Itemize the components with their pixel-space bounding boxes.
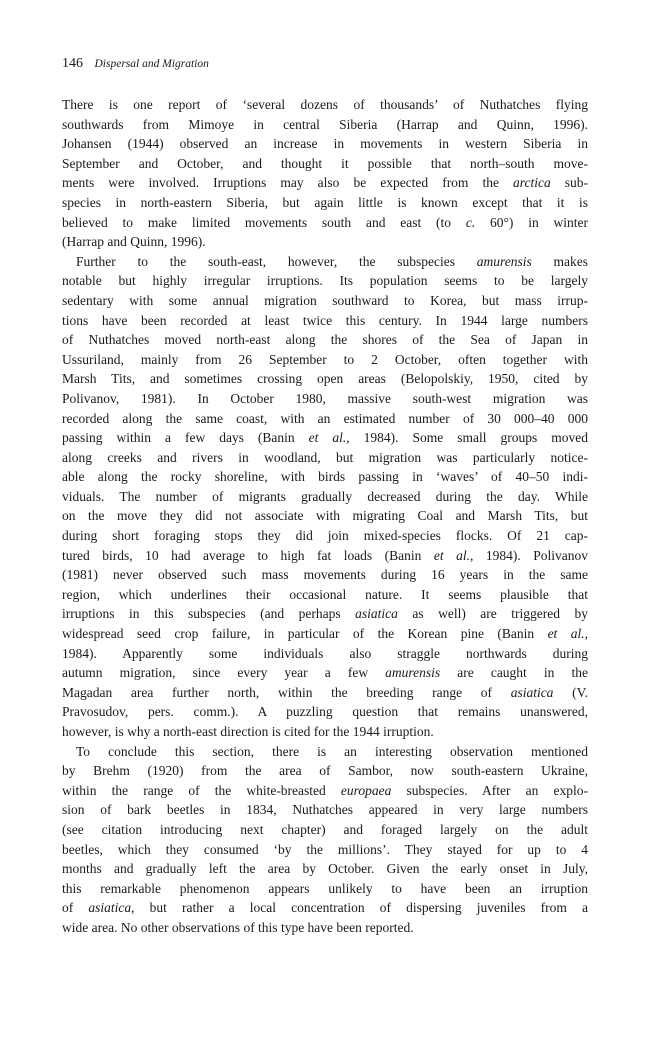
text-line: widespread seed crop failure, in particular of the Korean pine (Banin et al., — [62, 626, 588, 642]
text-line: To conclude this section, there is an interesting observation mentioned — [76, 743, 588, 759]
text-line: Pravosudov, pers. comm.). A puzzling question that remains unanswered, — [62, 704, 588, 720]
text-line: on the move they did not associate with migrating Coal and Marsh Tits, but — [62, 508, 588, 524]
text-line: during short foraging stops they did join mixed-species flocks. Of 21 cap- — [62, 528, 588, 544]
paragraph — [62, 95, 588, 252]
text-line: tured birds, 10 had average to high fat loads (Banin et al., 1984). Polivanov — [62, 547, 588, 563]
running-title: Dispersal and Migration — [94, 58, 209, 70]
text-line: autumn migration, since every year a few amurensis are caught in the — [62, 665, 588, 681]
text-line: believed to make limited movements south and east (to c. 60°) in winter — [62, 214, 588, 230]
text-line: Ussuriland, mainly from 26 September to 2 October, often together with — [62, 351, 588, 367]
text-line: this remarkable phenomenon appears unlikely to have been an irruption — [62, 880, 588, 896]
text-line: sion of bark beetles in 1834, Nuthatches appeared in very large numbers — [62, 802, 588, 818]
text-line: Johansen (1944) observed an increase in movements in western Siberia in — [62, 136, 588, 152]
text-line: Polivanov, 1981). In October 1980, massive south-west migration was — [62, 390, 588, 406]
text-line: Further to the south-east, however, the subspecies amurensis makes — [76, 253, 588, 269]
text-line: viduals. The number of migrants gradually decreased during the day. While — [62, 488, 588, 504]
text-line: within the range of the white-breasted europaea subspecies. After an explo- — [62, 782, 588, 798]
text-line: (see citation introducing next chapter) and foraged largely on the adult — [62, 821, 588, 837]
text-line: (1981) never observed such mass movements during 16 years in the same — [62, 567, 588, 583]
page-number: 146 — [62, 56, 83, 71]
text-line: There is one report of ‘several dozens of thousands’ of Nuthatches flying — [62, 97, 588, 112]
text-line: months and gradually left the area by October. Given the early onset in July, — [62, 861, 588, 877]
text-line: irruptions in this subspecies (and perhaps asiatica as well) are triggered by — [62, 606, 588, 622]
paragraph — [62, 252, 588, 742]
text-line: of asiatica, but rather a local concentration of dispersing juveniles from a — [62, 900, 589, 916]
text-line: by Brehm (1920) from the area of Sambor, now south-eastern Ukraine, — [62, 763, 588, 779]
text-line: species in north-eastern Siberia, but again little is known except that it is — [62, 194, 588, 210]
text-line: sedentary with some annual migration southward to Korea, but mass irrup- — [62, 292, 588, 308]
text-line: ments were involved. Irruptions may also be expected from the arctica sub- — [62, 175, 589, 191]
text-line: tions have been recorded at least twice this century. In 1944 large numbers — [62, 312, 588, 328]
text-line: along creeks and rivers in woodland, but migration was particularly notice- — [62, 449, 588, 465]
text-line: beetles, which they consumed ‘by the millions’. They stayed for up to 4 — [62, 841, 588, 857]
text-line: September and October, and thought it possible that north–south move- — [62, 155, 588, 171]
text-line: recorded along the same coast, with an estimated number of 30 000–40 000 — [62, 410, 588, 426]
text-line: however, is why a north-east direction is cited for the 1944 irruption. — [62, 724, 434, 739]
text-line: passing within a few days (Banin et al., 1984). Some small groups moved — [62, 430, 588, 446]
text-line: Marsh Tits, and sometimes crossing open areas (Belopolskiy, 1950, cited by — [62, 371, 588, 387]
text-line: region, which underlines their occasional nature. It seems plausible that — [62, 586, 588, 602]
text-line: notable but highly irregular irruptions. Its population seems to be largely — [62, 273, 588, 289]
body-text — [62, 95, 588, 938]
paragraph — [62, 742, 588, 938]
text-line: wide area. No other observations of this type have been reported. — [62, 919, 414, 935]
text-line: of Nuthatches moved north-east along the shores of the Sea of Japan in — [62, 332, 588, 348]
text-line: southwards from Mimoye in central Siberia (Harrap and Quinn, 1996). — [62, 116, 588, 132]
text-line: Magadan area further north, within the breeding range of asiatica (V. — [62, 684, 588, 700]
text-line: (Harrap and Quinn, 1996). — [62, 234, 206, 250]
text-line: 1984). Apparently some individuals also straggle northwards during — [62, 645, 588, 661]
page-header — [62, 56, 209, 72]
text-line: able along the rocky shoreline, with birds passing in ‘waves’ of 40–50 indi- — [62, 469, 588, 485]
